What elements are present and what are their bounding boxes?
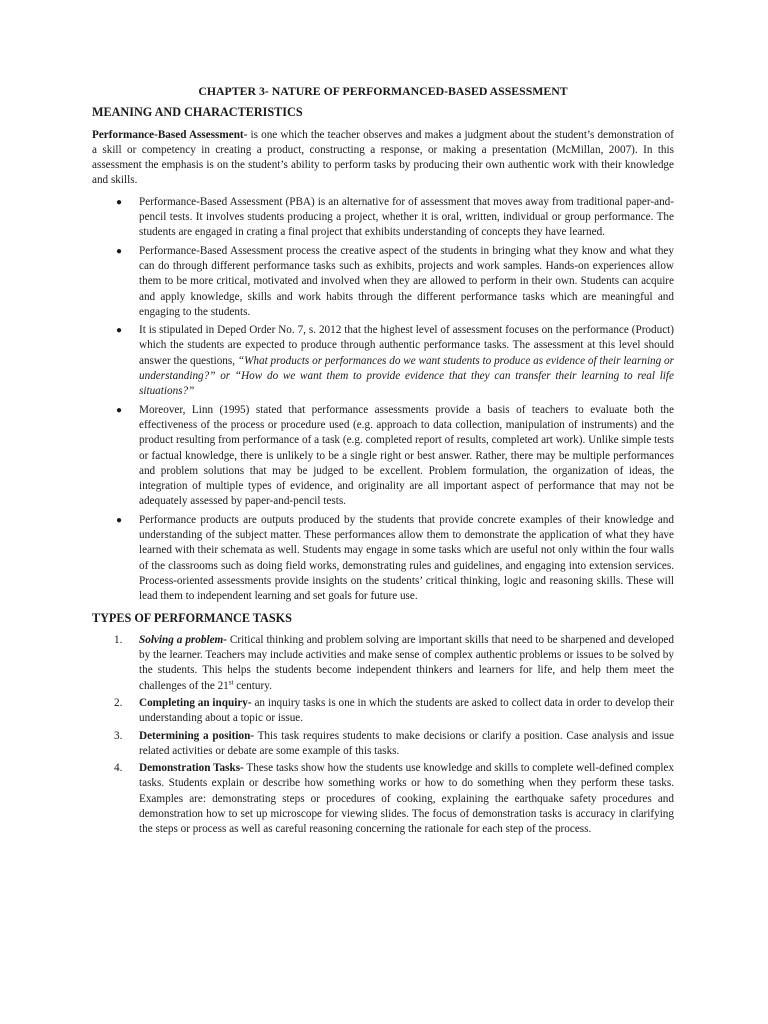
bullet-icon: ● xyxy=(116,325,123,337)
list-item xyxy=(92,195,674,241)
task-types-list xyxy=(92,633,674,838)
item-text: These tasks show how the students use knowledge and skills to complete well-defined complex tasks. Students explain or describe how something works or how to do something when they perform these tasks. Examples are: demonstrating steps or procedures of cooking, explaining the earthquake safety procedures and demonstration how to set up microscope for viewing slides. The focus of demonstration tasks is accuracy in clarifying the steps or process as well as careful reasoning concerning the rationale for each step of the process. xyxy=(139,762,674,836)
item-number: 4. xyxy=(114,762,123,775)
list-item xyxy=(92,696,674,727)
bullet-text: Performance-Based Assessment process the creative aspect of the students in bringing what they know and what they can do through different performance tasks such as exhibits, projects and work samples. Hands-on experiences allow them to be more critical, motivated and involved when they are allowed to perform in their own. Students can acquire and apply knowledge, skills and work habits through the different performance tasks which are meaningful and engaging to the students. xyxy=(139,244,674,318)
intro-text: is one which the teacher observes and makes a judgment about the student’s demonstration of a skill or competency in creating a product, constructing a response, or making a presentation (McMillan, 2007). In this assessment the emphasis is on the student’s ability to perform tasks by producing their own authentic work with their knowledge and skills. xyxy=(92,128,674,187)
item-superscript: st xyxy=(228,677,234,686)
chapter-title: CHAPTER 3- NATURE OF PERFORMANCED-BASED ASSESSMENT xyxy=(198,84,568,98)
bullet-icon: ● xyxy=(116,514,123,526)
list-item xyxy=(92,323,674,399)
item-number: 1. xyxy=(114,633,123,646)
intro-term: Performance-Based Assessment- xyxy=(92,128,248,141)
list-item xyxy=(92,403,674,510)
item-number: 3. xyxy=(114,729,123,742)
list-item xyxy=(92,729,674,760)
bullet-text: Performance products are outputs produced by the students that provide concrete examples of their knowledge and understanding of the subject matter. These performances allow them to demonstrate the application of what they have learned with their schemata as well. Students may engage in some tasks which are useful not only within the four walls of the classrooms such as doing field works, demonstrating rules and guidelines, and engaging into extension services. Process-oriented assessments provide insights on the students’ critical thinking, logic and reasoning skills. These will lead them to independent learning and set goals for future use. xyxy=(139,513,674,603)
item-number: 2. xyxy=(114,696,123,709)
item-term: Demonstration Tasks- xyxy=(139,762,244,775)
list-item xyxy=(92,633,674,694)
bullet-italic-quote: “What products or performances do we want students to produce as evidence of their learning or understanding?” or “How do we want them to provide evidence that they can transfer their learning to real life situations?” xyxy=(139,354,675,398)
intro-paragraph xyxy=(92,128,674,189)
bullet-icon: ● xyxy=(116,404,123,416)
item-term: Solving a problem- xyxy=(139,633,227,646)
list-item xyxy=(92,513,674,605)
list-item xyxy=(92,761,674,837)
item-text: Critical thinking and problem solving are important skills that need to be sharpened and developed by the learner. Teachers may include activities and make sense of complex authentic problems or issues to be solved by the students. This helps the students become independent thinkers and learners for life, and help them meet the challenges of the 21 xyxy=(139,633,674,692)
item-text: This task requires students to make decisions or clarify a position. Case analysis and issue related activities or debate are some example of this tasks. xyxy=(139,729,675,757)
bullet-icon: ● xyxy=(116,196,123,208)
bullet-text: Performance-Based Assessment (PBA) is an alternative for of assessment that moves away from traditional paper-and-pencil tests. It involves students producing a project, whether it is oral, written, individual or group performance. The students are engaged in crating a final project that exhibits understanding of concepts they have learned. xyxy=(139,195,674,239)
section-heading-types: TYPES OF PERFORMANCE TASKS xyxy=(92,610,292,625)
bullet-text: It is stipulated in Deped Order No. 7, s. 2012 that the highest level of assessment focuses on the performance (Product) which the students are expected to produce through authentic performance tasks. The assessment at this level should answer the questions, xyxy=(139,324,674,367)
item-text: an inquiry tasks is one in which the students are asked to collect data in order to develop their understanding about a topic or issue. xyxy=(139,696,675,725)
item-term: Determining a position- xyxy=(139,729,255,742)
bullet-icon: ● xyxy=(116,245,123,257)
item-text-tail: century. xyxy=(233,679,272,692)
item-term: Completing an inquiry- xyxy=(139,696,252,709)
characteristics-list xyxy=(92,195,674,605)
bullet-text: Moreover, Linn (1995) stated that performance assessments provide a basis of teachers to evaluate both the effectiveness of the process or procedure used (e.g. approach to data collection, manipulation of instruments) and the product resulting from performance of a task (e.g. completed report of results, completed art work). Unlike simple tests or factual knowledge, there is unlikely to be a single right or best answer. Rather, there may be multiple performances and problem solutions that may be judged to be excellent. Problem formulation, the organization of ideas, the integration of multiple types of evidence, and originality are all important aspect of performance that may not be adequately assessed by paper-and-pencil tests. xyxy=(139,403,674,508)
section-heading-meaning: MEANING AND CHARACTERISTICS xyxy=(92,105,303,120)
list-item xyxy=(92,244,674,320)
